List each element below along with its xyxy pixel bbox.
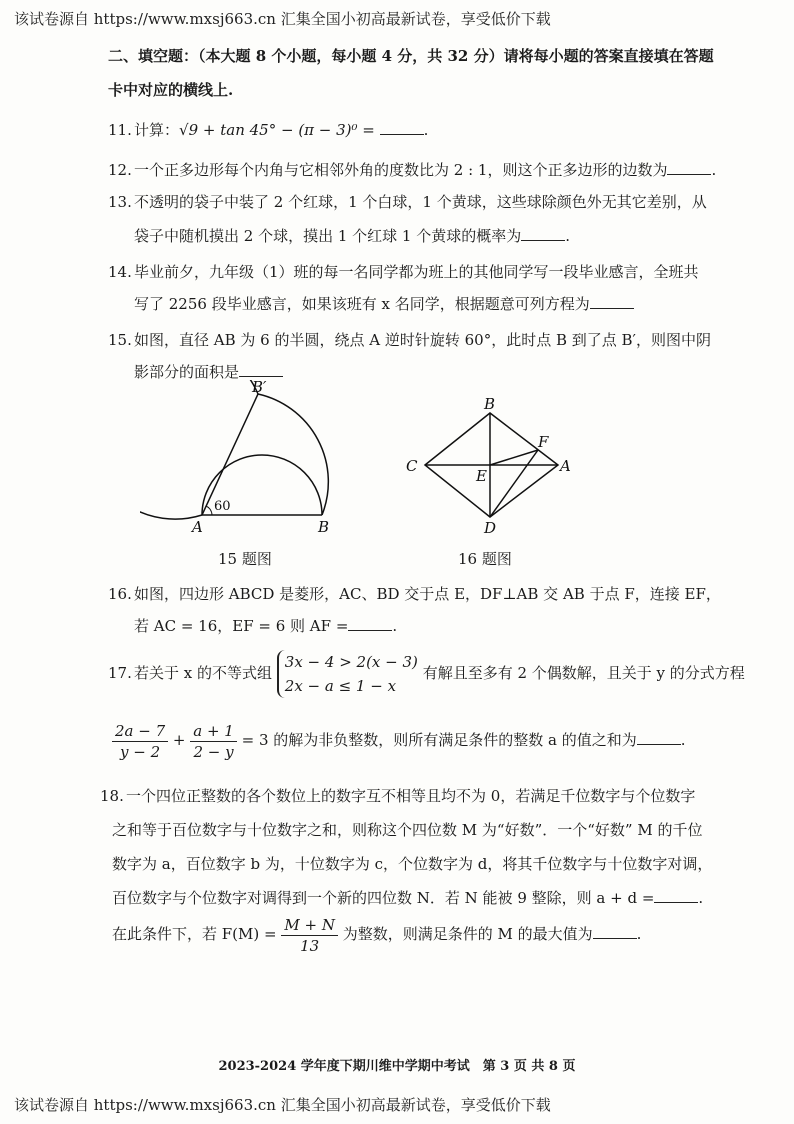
q15-line2: 影部分的面积是 bbox=[134, 363, 240, 381]
q18-blank-1 bbox=[654, 902, 698, 903]
q16-line1: 如图，四边形 ABCD 是菱形，AC、BD 交于点 E，DF⊥AB 交 AB 于点 F，连接 EF， bbox=[134, 585, 721, 603]
question-18 bbox=[100, 786, 695, 806]
q17-num: 17. bbox=[108, 664, 132, 682]
fig15-label-bprime: B′ bbox=[252, 380, 267, 396]
q17-fraction-2 bbox=[190, 721, 237, 762]
q18-line5b: 为整数，则满足条件的 M 的最大值为 bbox=[342, 925, 593, 943]
q11-expr: √9 + tan 45° − (π − 3)⁰ = bbox=[179, 121, 380, 139]
fig15-rotated-arc bbox=[140, 380, 258, 519]
fig16-label-c: C bbox=[406, 457, 418, 475]
fig15-rotated-arc-right bbox=[258, 394, 328, 515]
watermark-bottom: 该试卷源自 https://www.mxsj663.cn 汇集全国小初高最新试卷，享受低价下载 bbox=[14, 1096, 551, 1114]
fig15-angle-arc bbox=[206, 506, 212, 515]
q13-end: . bbox=[565, 227, 571, 245]
q15-line1: 如图，直径 AB 为 6 的半圆，绕点 A 逆时针旋转 60°，此时点 B 到了点 B′，则图中阴 bbox=[134, 331, 711, 349]
page-footer: 2023-2024 学年度下期川维中学期中考试 第 3 页 共 8 页 bbox=[218, 1059, 576, 1074]
question-15-cont bbox=[134, 362, 283, 382]
q17-inequality-system bbox=[277, 650, 418, 698]
q17-f2-numerator: a + 1 bbox=[190, 721, 237, 742]
q17-end: . bbox=[680, 731, 686, 749]
question-13-cont bbox=[134, 226, 570, 246]
q18-line4: 百位数字与个位数字对调得到一个新的四位数 N．若 N 能被 9 整除，则 a + d = bbox=[112, 889, 655, 907]
figure-16 bbox=[400, 395, 580, 540]
q11-num: 11. bbox=[108, 121, 132, 139]
q11-prefix: 计算： bbox=[134, 121, 180, 139]
q17-fraction-1 bbox=[112, 721, 168, 762]
q14-line2: 写了 2256 段毕业感言，如果该班有 x 名同学，根据题意可列方程为 bbox=[134, 295, 590, 313]
section-title-cont: 卡中对应的横线上. bbox=[108, 81, 234, 99]
question-14-cont bbox=[134, 294, 634, 314]
fig16-label-b: B bbox=[484, 395, 496, 413]
q17-f1-denominator: y − 2 bbox=[120, 742, 161, 761]
q15-num: 15. bbox=[108, 331, 132, 349]
q13-blank bbox=[521, 240, 565, 241]
fig15-angle-label: 60 bbox=[214, 499, 231, 514]
q17-ineq2: 2x − a ≤ 1 − x bbox=[284, 677, 397, 695]
question-11 bbox=[108, 120, 428, 140]
question-13 bbox=[108, 192, 707, 212]
q12-blank bbox=[667, 174, 711, 175]
q14-line1: 毕业前夕，九年级（1）班的每一名同学都为班上的其他同学写一段毕业感言，全班共 bbox=[134, 263, 699, 281]
question-17-cont: $\frac{2a - 7}{y - 2}$ + $\frac{a + 1}{2 - y}$ = 3 的解为非负整数，则所有满足条件的整数 a 的值之和为 . bbox=[112, 718, 686, 762]
question-15 bbox=[108, 330, 711, 350]
q16-blank bbox=[348, 630, 392, 631]
q18-line5a: 在此条件下，若 F(M) = bbox=[112, 925, 277, 943]
q16-line2: 若 AC = 16，EF = 6 则 AF = bbox=[134, 617, 349, 635]
q11-blank bbox=[380, 134, 424, 135]
fig16-label-d: D bbox=[484, 519, 497, 537]
q18-f-numerator: M + N bbox=[281, 915, 338, 936]
q18-end-1: . bbox=[698, 889, 704, 907]
q18-line4-wrap bbox=[112, 888, 703, 908]
fig16-label-e: E bbox=[476, 467, 487, 485]
q18-line1: 一个四位正整数的各个数位上的数字互不相等且均不为 0，若满足千位数字与个位数字 bbox=[126, 787, 696, 805]
q17-blank bbox=[637, 744, 681, 745]
q18-line3: 数字为 a，百位数字 b 为，十位数字为 c，个位数字为 d，将其千位数字与十位数字对调， bbox=[112, 855, 713, 873]
q17-ineq1: 3x − 4 > 2(x − 3) bbox=[284, 653, 418, 671]
q14-num: 14. bbox=[108, 263, 132, 281]
fig15-label-b: B bbox=[318, 518, 330, 536]
question-12 bbox=[108, 160, 716, 180]
q14-blank bbox=[590, 308, 634, 309]
q18-line5-wrap bbox=[112, 912, 641, 956]
fig16-caption: 16 题图 bbox=[458, 550, 512, 568]
q12-text: 一个正多边形每个内角与它相邻外角的度数比为 2 : 1，则这个正多边形的边数为 bbox=[134, 161, 668, 179]
fig16-segment-ef bbox=[490, 450, 538, 465]
question-16-cont bbox=[134, 616, 397, 636]
q16-num: 16. bbox=[108, 585, 132, 603]
figure-15 bbox=[140, 380, 360, 540]
q17-f1-numerator: 2a − 7 bbox=[112, 721, 168, 742]
q17-f2-denominator: 2 − y bbox=[193, 742, 234, 761]
q13-line2: 袋子中随机摸出 2 个球，摸出 1 个红球 1 个黄球的概率为 bbox=[134, 227, 522, 245]
fig15-caption: 15 题图 bbox=[218, 550, 272, 568]
q12-end: . bbox=[711, 161, 717, 179]
question-17 bbox=[108, 650, 745, 698]
q17-pre: 若关于 x 的不等式组 bbox=[134, 664, 272, 682]
q11-end: . bbox=[423, 121, 429, 139]
fig15-label-a: A bbox=[192, 518, 203, 536]
q15-blank bbox=[239, 376, 283, 377]
fig15-rotated-diameter bbox=[202, 394, 258, 515]
q18-fraction bbox=[281, 915, 338, 956]
q16-end: . bbox=[392, 617, 398, 635]
fig16-label-f: F bbox=[538, 433, 549, 451]
q18-line2: 之和等于百位数字与十位数字之和，则称这个四位数 M 为“好数”．一个“好数” M 的千位 bbox=[112, 821, 703, 839]
q13-num: 13. bbox=[108, 193, 132, 211]
q17-eq-text: = 3 的解为非负整数，则所有满足条件的整数 a 的值之和为 bbox=[241, 731, 637, 749]
q13-line1: 不透明的袋子中装了 2 个红球，1 个白球，1 个黄球，这些球除颜色外无其它差别，从 bbox=[134, 193, 707, 211]
question-16 bbox=[108, 584, 721, 604]
q17-post: 有解且至多有 2 个偶数解，且关于 y 的分式方程 bbox=[422, 664, 745, 682]
fig16-label-a: A bbox=[560, 457, 571, 475]
q12-num: 12. bbox=[108, 161, 132, 179]
q18-num: 18. bbox=[100, 787, 124, 805]
watermark-top: 该试卷源自 https://www.mxsj663.cn 汇集全国小初高最新试卷，享受低价下载 bbox=[14, 10, 551, 28]
question-14 bbox=[108, 262, 699, 282]
q18-end-2: . bbox=[636, 925, 642, 943]
q18-blank-2 bbox=[593, 938, 637, 939]
q18-f-denominator: 13 bbox=[300, 936, 320, 955]
fig16-segment-df bbox=[490, 450, 538, 517]
section-title: 二、填空题：（本大题 8 个小题，每小题 4 分，共 32 分）请将每小题的答案直接填在答题 bbox=[108, 47, 714, 65]
